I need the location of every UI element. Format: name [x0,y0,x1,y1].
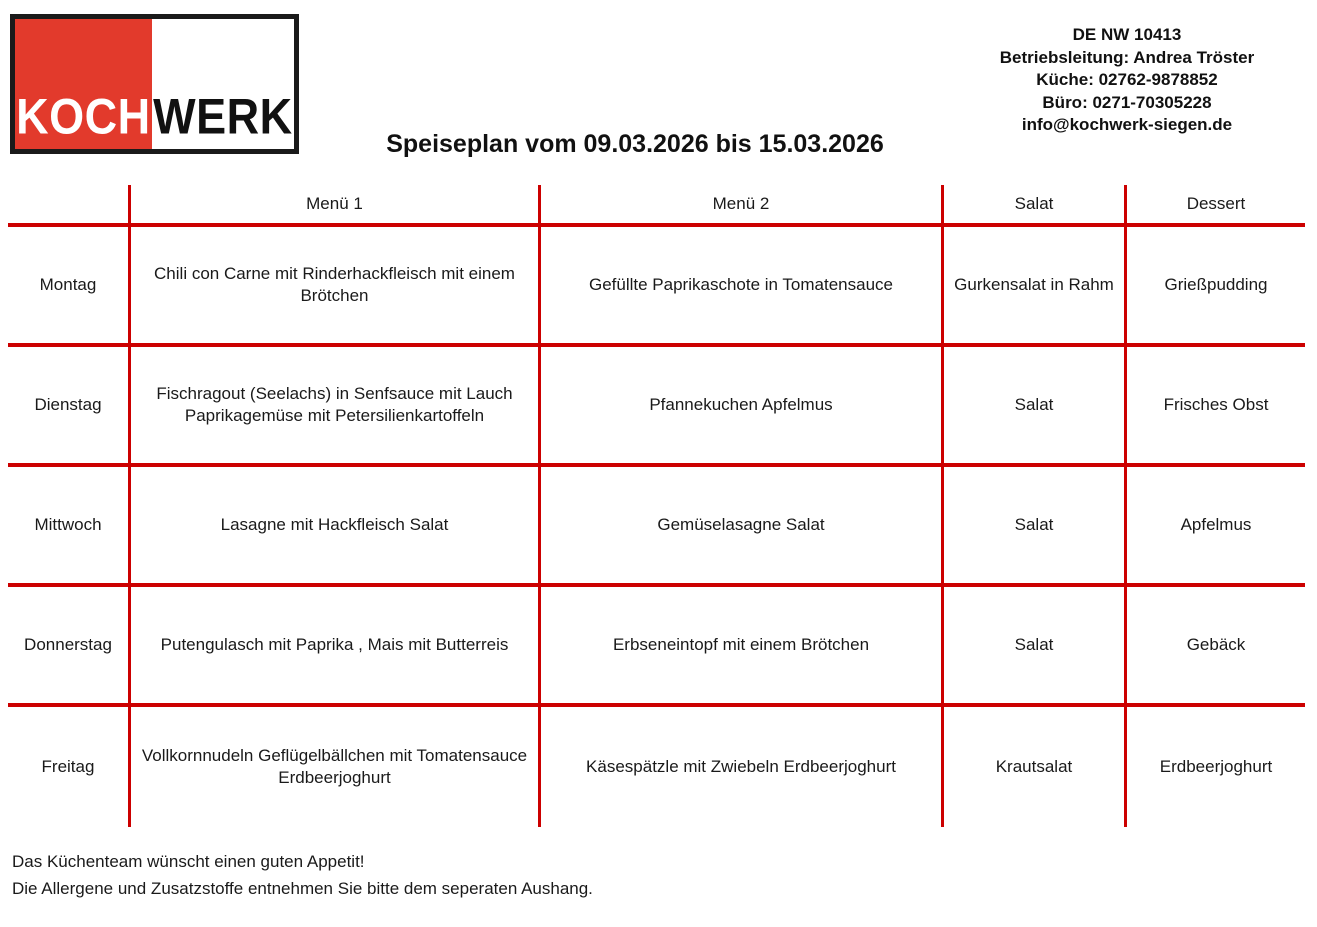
day-cell: Donnerstag [24,634,112,654]
menu1-cell: Putengulasch mit Paprika , Mais mit Butterreis [128,587,538,703]
dessert-cell: Grießpudding [1124,227,1305,343]
menu1-cell: Chili con Carne mit Rinderhackfleisch mit einem Brötchen [128,227,538,343]
contact-line-management: Betriebsleitung: Andrea Tröster [999,47,1255,67]
menu2-cell: Käsespätzle mit Zwiebeln Erdbeerjoghurt [538,707,941,827]
day-cell: Montag [39,274,97,294]
contact-line-registration: DE NW 10413 [1072,25,1182,44]
logo-koch-text: KOCH [16,87,151,145]
salat-cell: Krautsalat [941,707,1124,827]
contact-info [952,24,1302,137]
table-row-donnerstag [8,587,1305,707]
day-cell: Dienstag [34,394,102,414]
logo-white-block [152,19,294,149]
footer-appetit-line: Das Küchenteam wünscht einen guten Appetit! [12,852,365,871]
column-header-menu1: Menü 1 [128,185,538,223]
menu2-cell: Gemüselasagne Salat [538,467,941,583]
day-cell: Freitag [41,756,95,776]
menu2-cell: Erbseneintopf mit einem Brötchen [538,587,941,703]
logo-red-block [15,19,152,149]
column-header-menu2: Menü 2 [538,185,941,223]
salat-cell: Salat [941,587,1124,703]
salat-cell: Gurkensalat in Rahm [941,227,1124,343]
table-row-dienstag [8,347,1305,467]
salat-cell: Salat [941,347,1124,463]
contact-line-office-phone: Büro: 0271-70305228 [1042,92,1212,112]
column-header-dessert: Dessert [1124,185,1305,223]
menu-table [8,185,1305,827]
kochwerk-logo [10,14,299,154]
footer-allergens-line: Die Allergene und Zusatzstoffe entnehmen Sie bitte dem seperaten Aushang. [12,878,593,898]
logo-werk-text: WERK [153,87,293,145]
menu1-cell: Vollkornnudeln Geflügelbällchen mit Tomatensauce Erdbeerjoghurt [128,707,538,827]
table-row-montag [8,227,1305,347]
dessert-cell: Frisches Obst [1124,347,1305,463]
menu2-cell: Pfannekuchen Apfelmus [538,347,941,463]
contact-line-kitchen-phone: Küche: 02762-9878852 [1036,70,1218,90]
dessert-cell: Apfelmus [1124,467,1305,583]
salat-cell: Salat [941,467,1124,583]
column-header-day [8,185,128,223]
column-header-salat: Salat [941,185,1124,223]
menu1-cell: Lasagne mit Hackfleisch Salat [128,467,538,583]
footer-notes [12,849,593,903]
contact-line-email: info@kochwerk-siegen.de [1021,115,1233,135]
menu2-cell: Gefüllte Paprikaschote in Tomatensauce [538,227,941,343]
dessert-cell: Gebäck [1124,587,1305,703]
dessert-cell: Erdbeerjoghurt [1124,707,1305,827]
table-header-row [8,185,1305,227]
table-row-mittwoch [8,467,1305,587]
menu1-cell: Fischragout (Seelachs) in Senfsauce mit Lauch Paprikagemüse mit Petersilienkartoffeln [128,347,538,463]
day-cell: Mittwoch [34,514,102,534]
table-row-freitag [8,707,1305,827]
page-title: Speiseplan vom 09.03.2026 bis 15.03.2026 [386,130,884,158]
